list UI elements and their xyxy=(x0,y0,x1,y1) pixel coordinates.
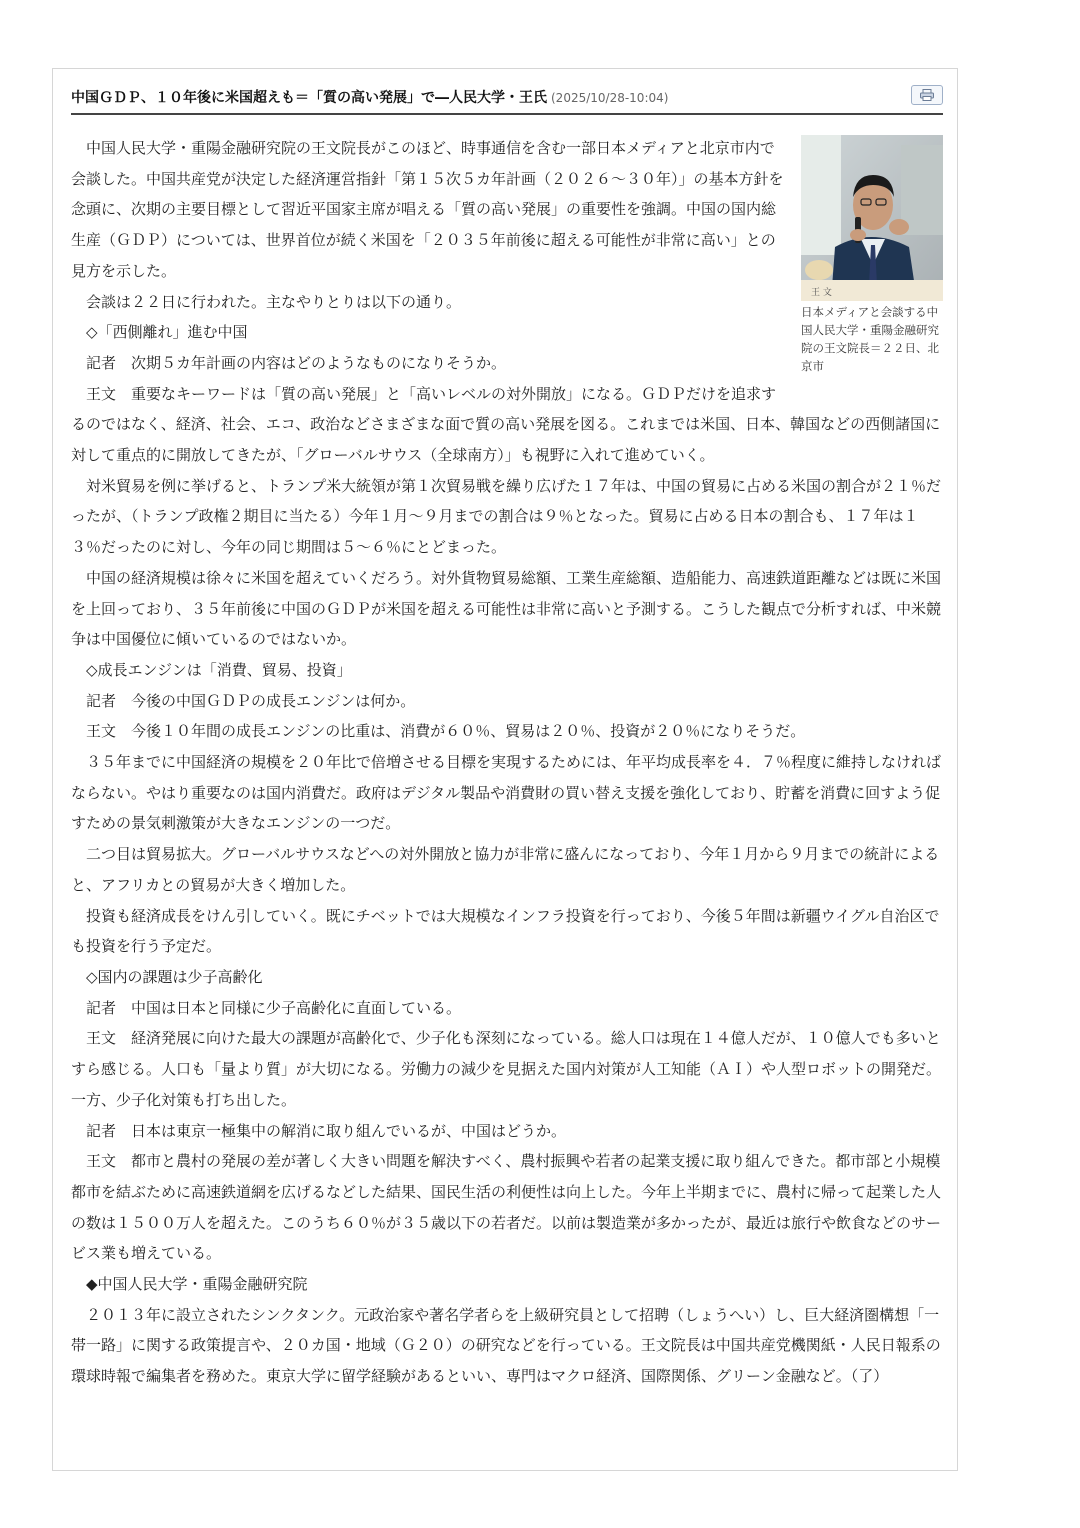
paragraph: ◇国内の課題は少子高齢化 xyxy=(86,967,263,986)
paragraph: 記者 中国は日本と同様に少子高齢化に直面している。 xyxy=(86,998,462,1017)
paragraph: 王文 重要なキーワードは「質の高い発展」と「高いレベルの対外開放」になる。ＧＤＰだけを追求するのではなく、経済、社会、エコ、政治などさまざまな面で質の高い発展を図る。これまでは米国、日本、韓国などの西側諸国に対して重点的に開放してきたが、「グローバルサウス（全球南方）」も視野に入れて進めていく。 xyxy=(71,384,941,465)
paragraph: 会談は２２日に行われた。主なやりとりは以下の通り。 xyxy=(86,292,462,311)
headline-text: 中国ＧＤＰ、１０年後に米国超えも＝「質の高い発展」で―人民大学・王氏 xyxy=(71,90,547,106)
paragraph: 記者 日本は東京一極集中の解消に取り組んでいるが、中国はどうか。 xyxy=(86,1121,567,1140)
paragraph: 王文 今後１０年間の成長エンジンの比重は、消費が６０％、貿易は２０％、投資が２０％になりそうだ。 xyxy=(86,722,806,741)
paragraph: 中国人民大学・重陽金融研究院の王文院長がこのほど、時事通信を含む一部日本メディアと北京市内で会談した。中国共産党が決定した経済運営指針「第１５次５カ年計画（２０２６～３０年）」の基本方針を念頭に、次期の主要目標として習近平国家主席が唱える「質の高い発展」の重要性を強調。中国の国内総生産（ＧＤＰ）については、世界首位が続く米国を「２０３５年前後に超える可能性が非常に高い」との見方を示した。 xyxy=(71,139,784,280)
article-headline xyxy=(71,87,668,107)
paragraph: ３５年までに中国経済の規模を２０年比で倍増させる目標を実現するためには、年平均成長率を４．７％程度に維持しなければならない。やはり重要なのは国内消費だ。政府はデジタル製品や消費財の買い替え支援を強化しており、貯蓄を消費に回すよう促すための景気刺激策が大きなエンジンの一つだ。 xyxy=(71,753,942,833)
paragraph: 二つ目は貿易拡大。グローバルサウスなどへの対外開放と協力が非常に盛んになっており、今年１月から９月までの統計によると、アフリカとの貿易が大きく増加した。 xyxy=(71,845,940,894)
article-container xyxy=(52,68,958,1471)
nameplate-text: 王 文 xyxy=(811,288,832,298)
paragraph: 王文 都市と農村の発展の差が著しく大きい問題を解決すべく、農村振興や若者の起業支援に取り組んできた。都市部と小規模都市を結ぶために高速鉄道網を広げるなどした結果、国民生活の利便性は向上した。今年上半期までに、農村に帰って起業した人の数は１５００万人を超えた。このうち６０％が３５歳以下の若者だ。以前は製造業が多かったが、最近は旅行や飲食などのサービス業も増えている。 xyxy=(71,1152,942,1263)
paragraph: ◆中国人民大学・重陽金融研究院 xyxy=(86,1275,308,1294)
print-button[interactable] xyxy=(911,85,943,105)
paragraph: ◇「西側離れ」進む中国 xyxy=(86,323,248,342)
paragraph: ２０１３年に設立されたシンクタンク。元政治家や著名学者らを上級研究員として招聘（しょうへい）し、巨大経済圏構想「一帯一路」に関する政策提言や、２０カ国・地域（Ｇ２０）の研究などを行っている。王文院長は中国共産党機関紙・人民日報系の環球時報で編集者を務めた。東京大学に留学経験があるといい、専門はマクロ経済、国際関係、グリーン金融など。（了） xyxy=(71,1305,941,1386)
photo-wrap-space xyxy=(787,133,943,383)
paragraph: ◇成長エンジンは「消費、貿易、投資」 xyxy=(86,660,352,679)
paragraph: 王文 経済発展に向けた最大の課題が高齢化で、少子化も深刻になっている。総人口は現在１４億人だが、１０億人でも多いとすら感じる。人口も「量より質」が大切になる。労働力の減少を見据えた国内対策が人工知能（ＡＩ）や人型ロボットの開発だ。一方、少子化対策も打ち出した。 xyxy=(71,1029,942,1109)
printer-icon xyxy=(920,89,934,101)
paragraph: 投資も経済成長をけん引していく。既にチベットでは大規模なインフラ投資を行っており、今後５年間は新疆ウイグル自治区でも投資を行う予定だ。 xyxy=(71,906,940,956)
article-body xyxy=(71,133,943,1392)
paragraph: 記者 今後の中国ＧＤＰの成長エンジンは何か。 xyxy=(86,691,416,710)
paragraph: 記者 次期５カ年計画の内容はどのようなものになりそうか。 xyxy=(86,353,507,372)
paragraph: 対米貿易を例に挙げると、トランプ米大統領が第１次貿易戦を繰り広げた１７年は、中国の貿易に占める米国の割合が２１％だったが、（トランプ政権２期目に当たる）今年１月～９月までの割合は９％となった。貿易に占める日本の割合も、１７年は１３％だったのに対し、今年の同じ期間は５～６％にとどまった。 xyxy=(71,476,942,557)
article-timestamp: (2025/10/28-10:04) xyxy=(551,91,669,105)
paragraph: 中国の経済規模は徐々に米国を超えていくだろう。対外貨物貿易総額、工業生産総額、造船能力、高速鉄道距離などは既に米国を上回っており、３５年前後に中国のＧＤＰが米国を超える可能性は非常に高いと予測する。こうした観点で分析すれば、中米競争は中国優位に傾いているのではないか。 xyxy=(71,568,942,649)
photo-caption: 日本メディアと会談する中国人民大学・重陽金融研究院の王文院長＝２２日、北京市 xyxy=(801,305,939,373)
headline-row xyxy=(71,85,943,115)
